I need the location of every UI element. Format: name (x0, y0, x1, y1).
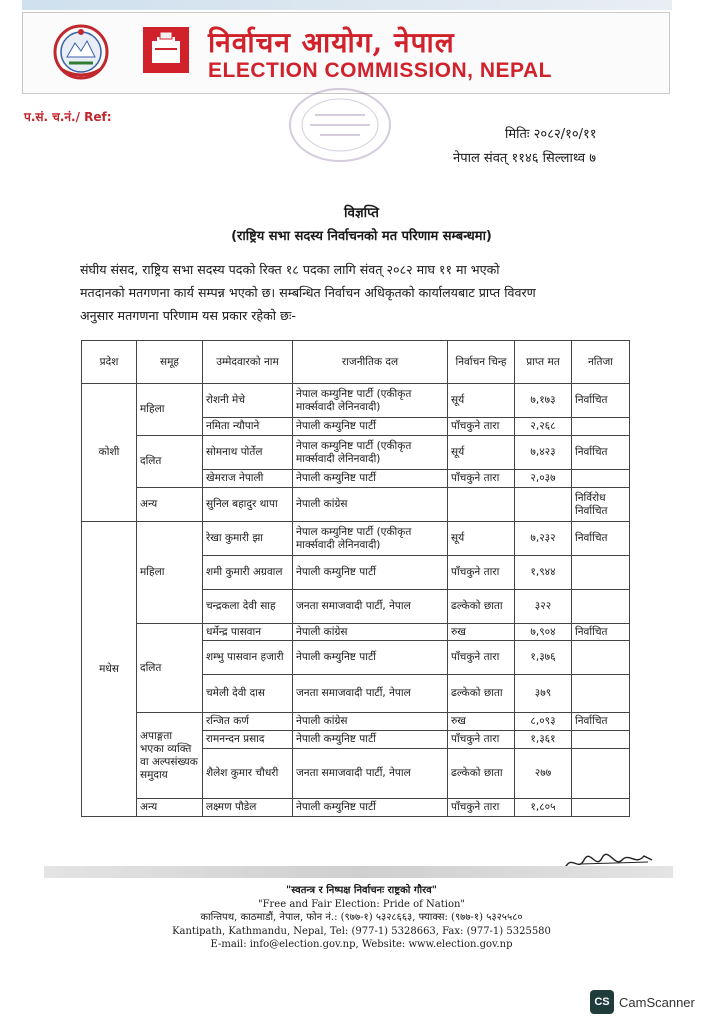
column-header: समूह (137, 341, 203, 384)
election-symbol: पाँचकुने तारा (448, 731, 515, 749)
column-header: निर्वाचन चिन्ह (448, 341, 515, 384)
party-name: नेपाली कम्युनिष्ट पार्टी (293, 731, 448, 749)
candidate-name: शम्भु पासवान हजारी (203, 641, 293, 675)
votes-received: ३७९ (515, 675, 572, 713)
votes-received: २,२६८ (515, 418, 572, 436)
results-table (81, 340, 630, 817)
camscanner-icon: CS (590, 990, 614, 1014)
group-cell: महिला (137, 522, 203, 624)
candidate-name: शैलेश कुमार चौधरी (203, 749, 293, 799)
candidate-name: रन्जित कर्ण (203, 713, 293, 731)
motto-english: "Free and Fair Election: Pride of Nation" (257, 898, 466, 910)
result-cell (572, 590, 630, 624)
footer-divider (44, 866, 673, 878)
commission-name-nepali: निर्वाचन आयोग, नेपाल (208, 26, 455, 59)
candidate-name: रामनन्दन प्रसाद (203, 731, 293, 749)
votes-received: ३२२ (515, 590, 572, 624)
result-cell (572, 641, 630, 675)
election-symbol: सूर्य (448, 384, 515, 418)
election-symbol: ढल्केको छाता (448, 749, 515, 799)
table-row (82, 488, 630, 522)
result-cell (572, 731, 630, 749)
column-header: उम्मेदवारको नाम (203, 341, 293, 384)
province-cell: मधेस (82, 522, 137, 817)
result-cell: निर्वाचित (572, 384, 630, 418)
result-cell (572, 470, 630, 488)
result-cell: निर्वाचित (572, 624, 630, 641)
votes-received: ७,९०४ (515, 624, 572, 641)
result-cell: निर्वाचित (572, 713, 630, 731)
reference-label: प.सं. च.नं./ Ref: (24, 110, 112, 124)
election-symbol: सूर्य (448, 436, 515, 470)
election-symbol: ढल्केको छाता (448, 590, 515, 624)
candidate-name: सोमनाथ पोर्तेल (203, 436, 293, 470)
group-cell: अन्य (137, 488, 203, 522)
address-english: Kantipath, Kathmandu, Nepal, Tel: (977-1) 5328663, Fax: (977-1) 5325580 (172, 925, 551, 937)
candidate-name: धर्मेन्द्र पासवान (203, 624, 293, 641)
nepal-emblem-icon (51, 23, 111, 81)
notice-title: विज्ञप्ति (343, 205, 379, 221)
party-name: नेपाल कम्युनिष्ट पार्टी (एकीकृत मार्क्सवादी लेनिनवादी) (293, 384, 448, 418)
votes-received: १,९४४ (515, 556, 572, 590)
column-header: नतिजा (572, 341, 630, 384)
party-name: नेपाली कम्युनिष्ट पार्टी (293, 556, 448, 590)
table-row (82, 624, 630, 641)
party-name: नेपाली कम्युनिष्ट पार्टी (293, 799, 448, 817)
seal-stamp-icon (285, 85, 395, 165)
result-cell (572, 749, 630, 799)
date-bikram-sambat: मितिः २०८२/१०/११ (505, 127, 597, 142)
candidate-name: सुनिल बहादुर थापा (203, 488, 293, 522)
party-name: नेपाली कम्युनिष्ट पार्टी (293, 641, 448, 675)
result-cell: निर्वाचित (572, 522, 630, 556)
commission-name-english: ELECTION COMMISSION, NEPAL (208, 59, 552, 82)
result-cell: निर्वाचित (572, 436, 630, 470)
group-cell: अन्य (137, 799, 203, 817)
candidate-name: रोशनी मेचे (203, 384, 293, 418)
paragraph-line: संघीय संसद, राष्ट्रिय सभा सदस्य पदको रिक्त १८ पदका लागि संवत् २०८२ माघ ११ मा भएको (80, 262, 500, 277)
group-cell: अपाङ्गता भएका व्यक्ति वा अल्पसंख्यक समुदाय (137, 713, 203, 799)
election-symbol: पाँचकुने तारा (448, 799, 515, 817)
candidate-name: नमिता न्यौपाने (203, 418, 293, 436)
ballot-box-icon (143, 27, 189, 73)
notice-subtitle: (राष्ट्रिय सभा सदस्य निर्वाचनको मत परिणाम सम्बन्धमा) (231, 229, 492, 244)
party-name: जनता समाजवादी पार्टी, नेपाल (293, 675, 448, 713)
votes-received: ७,१७३ (515, 384, 572, 418)
top-scan-band (22, 0, 672, 10)
address-nepali: कान्तिपथ, काठमाडौं, नेपाल, फोन नं.: (९७७-१) ५३२८६६३, फ्याक्स: (९७७-१) ५३२५५८० (200, 912, 523, 923)
votes-received: १,३६१ (515, 731, 572, 749)
party-name: नेपाली कम्युनिष्ट पार्टी (293, 418, 448, 436)
party-name: जनता समाजवादी पार्टी, नेपाल (293, 749, 448, 799)
election-symbol: पाँचकुने तारा (448, 641, 515, 675)
votes-received: १,८०५ (515, 799, 572, 817)
motto-nepali: "स्वतन्त्र र निष्पक्ष निर्वाचनः राष्ट्रको गौरव" (286, 885, 437, 896)
election-symbol (448, 488, 515, 522)
election-symbol: पाँचकुने तारा (448, 418, 515, 436)
table-row (82, 436, 630, 470)
votes-received: ८,०९३ (515, 713, 572, 731)
party-name: नेपाल कम्युनिष्ट पार्टी (एकीकृत मार्क्सवादी लेनिनवादी) (293, 522, 448, 556)
candidate-name: खेमराज नेपाली (203, 470, 293, 488)
party-name: जनता समाजवादी पार्टी, नेपाल (293, 590, 448, 624)
election-symbol: ढल्केको छाता (448, 675, 515, 713)
contact-info: E-mail: info@election.gov.np, Website: www.election.gov.np (210, 939, 513, 950)
notice-paragraph (80, 258, 660, 327)
election-symbol: रुख (448, 624, 515, 641)
votes-received: ७,४२३ (515, 436, 572, 470)
result-cell (572, 418, 630, 436)
election-symbol: पाँचकुने तारा (448, 470, 515, 488)
province-cell: कोशी (82, 384, 137, 522)
column-header: प्रदेश (82, 341, 137, 384)
candidate-name: शमी कुमारी अग्रवाल (203, 556, 293, 590)
party-name: नेपाली कांग्रेस (293, 488, 448, 522)
column-header: प्राप्त मत (515, 341, 572, 384)
result-cell: निर्विरोध निर्वाचित (572, 488, 630, 522)
votes-received: ७,२३२ (515, 522, 572, 556)
table-row (82, 799, 630, 817)
paragraph-line: मतदानको मतगणना कार्य सम्पन्न भएको छ। सम्बन्धित निर्वाचन अधिकृतको कार्यालयबाट प्राप्त विवरण (80, 285, 536, 300)
result-cell (572, 799, 630, 817)
date-nepal-sambat: नेपाल संवत् ११४६ सिल्लाथ्व ७ (453, 151, 596, 166)
paragraph-line: अनुसार मतगणना परिणाम यस प्रकार रहेको छः- (80, 308, 296, 323)
table-row (82, 713, 630, 731)
candidate-name: लक्ष्मण पौडेल (203, 799, 293, 817)
group-cell: महिला (137, 384, 203, 436)
column-header: राजनीतिक दल (293, 341, 448, 384)
election-symbol: रुख (448, 713, 515, 731)
footer (0, 884, 723, 952)
camscanner-label: CamScanner (619, 994, 695, 1010)
votes-received: १,३७६ (515, 641, 572, 675)
party-name: नेपाल कम्युनिष्ट पार्टी (एकीकृत मार्क्सवादी लेनिनवादी) (293, 436, 448, 470)
party-name: नेपाली कांग्रेस (293, 713, 448, 731)
candidate-name: रेखा कुमारी झा (203, 522, 293, 556)
group-cell: दलित (137, 436, 203, 488)
party-name: नेपाली कांग्रेस (293, 624, 448, 641)
result-cell (572, 556, 630, 590)
candidate-name: चमेली देवी दास (203, 675, 293, 713)
votes-received: २,०३७ (515, 470, 572, 488)
letterhead (22, 12, 670, 94)
table-header-row (82, 341, 630, 384)
votes-received: २७७ (515, 749, 572, 799)
camscanner-watermark (590, 990, 695, 1014)
result-cell (572, 675, 630, 713)
group-cell: दलित (137, 624, 203, 713)
election-symbol: पाँचकुने तारा (448, 556, 515, 590)
table-row (82, 522, 630, 556)
candidate-name: चन्द्रकला देवी साह (203, 590, 293, 624)
votes-received (515, 488, 572, 522)
party-name: नेपाली कम्युनिष्ट पार्टी (293, 470, 448, 488)
election-symbol: सूर्य (448, 522, 515, 556)
table-row (82, 384, 630, 418)
